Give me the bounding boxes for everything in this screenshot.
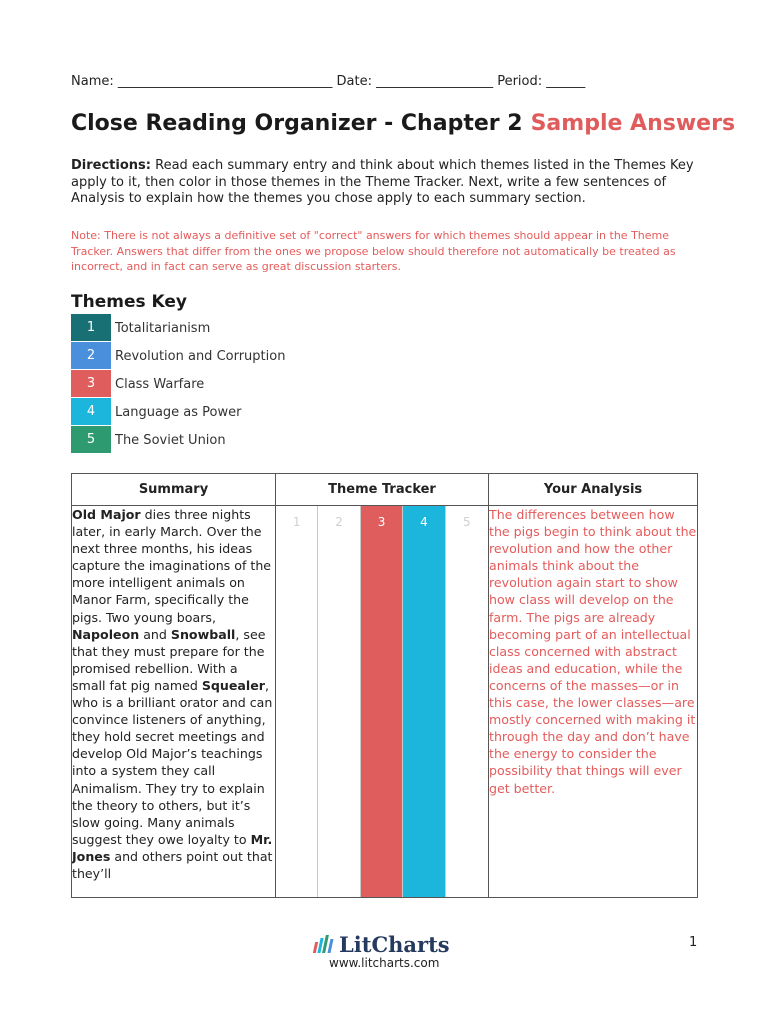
- summary-segment: Napoleon: [72, 626, 140, 642]
- tracker-column-2: 2: [318, 506, 360, 897]
- logo-bars-icon: [314, 935, 334, 953]
- theme-swatch: 2: [71, 342, 111, 369]
- tracker-column-1: 1: [276, 506, 318, 897]
- summary-segment: , who is a brilliant orator and can convince listeners of anything, they hold secret meetings and develop Old Major’s teachings into a system they call Animalism. They try to explain the theory to others, but it’s slow going. Many animals suggest they owe loyalty to: [72, 677, 273, 847]
- theme-swatch: 3: [71, 370, 111, 397]
- theme-tracker: [276, 506, 488, 897]
- note-paragraph: Note: There is not always a definitive set of "correct" answers for which themes should appear in the Theme Tracker. Answers that differ from the ones we propose below should therefore not automatically be treated as incorrect, and in fact can serve as great discussion starters.: [71, 229, 676, 273]
- theme-key-item: [71, 342, 371, 370]
- logo-brand-text: LitCharts: [339, 931, 450, 957]
- directions-paragraph: [71, 158, 701, 208]
- theme-key-item: [71, 398, 371, 426]
- page-number: 1: [689, 935, 698, 950]
- analysis-header: Your Analysis: [489, 474, 698, 506]
- litcharts-logo: [314, 930, 450, 958]
- summary-segment: and others point out that they’ll: [72, 848, 273, 881]
- theme-swatch: 5: [71, 426, 111, 453]
- directions-text: Read each summary entry and think about which themes listed in the Themes Key apply to it, then color in those themes in the Theme Tracker. Next, write a few sentences of Analysis to explain how the themes you chose apply to each summary section.: [71, 158, 694, 206]
- theme-tracker-header: Theme Tracker: [276, 474, 489, 506]
- summary-segment: , see that they must prepare for the promised rebellion. With a small fat pig named: [72, 626, 266, 693]
- theme-swatch: 1: [71, 314, 111, 341]
- page-title: [71, 111, 735, 136]
- theme-key-item: [71, 314, 371, 342]
- organizer-table: [71, 473, 698, 898]
- theme-label: Totalitarianism: [115, 320, 211, 336]
- title-sample-answers: Sample Answers: [530, 111, 736, 136]
- summary-segment: Squealer: [201, 677, 266, 693]
- summary-segment: Snowball: [170, 626, 236, 642]
- theme-label: Language as Power: [115, 404, 242, 420]
- summary-segment: and: [139, 626, 171, 642]
- summary-segment: Old Major: [72, 507, 141, 522]
- theme-key-item: [71, 370, 371, 398]
- theme-label: The Soviet Union: [115, 432, 226, 448]
- tracker-column-3: 3: [361, 506, 403, 897]
- theme-label: Class Warfare: [115, 376, 205, 392]
- tracker-column-5: 5: [463, 515, 471, 529]
- summary-segment: dies three nights later, in early March. Over the next three months, his ideas capture the imaginations of the more intelligent animals on Manor Farm, specifically the pigs. Two young boars,: [72, 507, 272, 625]
- title-main: Close Reading Organizer - Chapter 2: [71, 111, 523, 136]
- analysis-cell: The differences between how the pigs begin to think about the revolution and how the other animals think about the revolution again start to show how class will develop on the farm. The pigs are already becoming part of an intellectual class concerned with abstract ideas and education, while the concerns of the masses—or in this case, the lower classes—are mostly concerned with making it through the day and don’t have the energy to consider the possibility that things will ever get better.: [489, 506, 698, 898]
- summary-cell: [72, 506, 276, 898]
- themes-key-list: [71, 314, 371, 454]
- theme-tracker-cell: [276, 506, 489, 898]
- theme-swatch: 4: [71, 398, 111, 425]
- summary-header: Summary: [72, 474, 276, 506]
- summary-segment: Mr. Jones: [72, 831, 273, 864]
- theme-label: Revolution and Corruption: [115, 348, 286, 364]
- header-fields-line: Name: _________________________________ Date: __________________ Period: ______: [71, 74, 586, 89]
- table-row: [72, 506, 698, 898]
- directions-label: Directions:: [71, 158, 151, 173]
- tracker-column-4: 4: [403, 506, 445, 897]
- themes-key-heading: Themes Key: [71, 292, 187, 312]
- footer-url: www.litcharts.com: [329, 956, 440, 970]
- theme-key-item: [71, 426, 371, 454]
